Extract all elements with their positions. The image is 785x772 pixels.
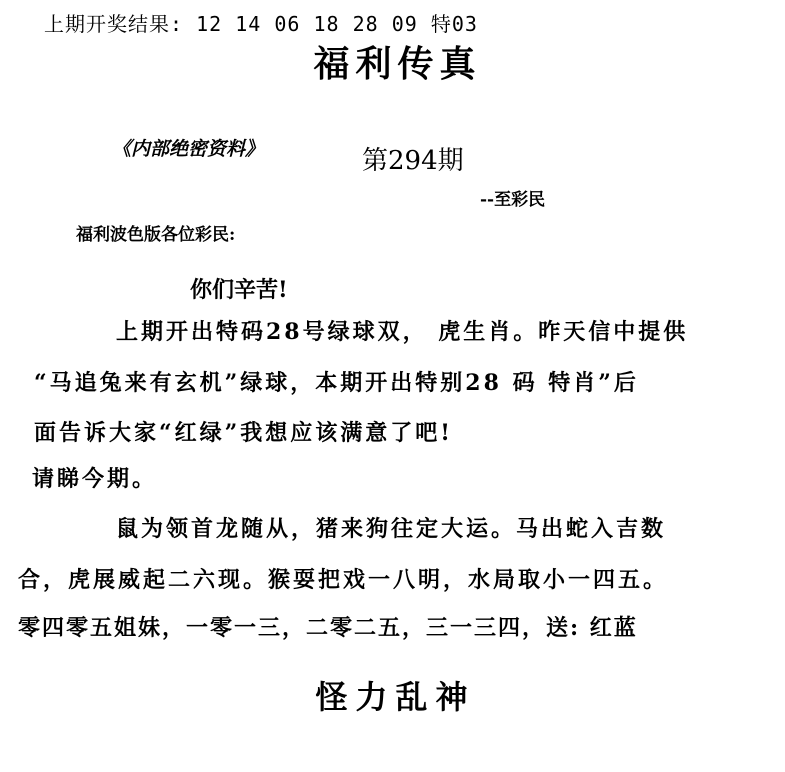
- body-line-1: 上期开出特码28号绿球双， 虎生肖。昨天信中提供: [116, 319, 689, 345]
- page-title: 福利传真: [313, 43, 482, 85]
- footer-title: 怪力乱神: [315, 678, 476, 716]
- body-line-6: 合，虎展威起二六现。猴耍把戏一八明，水局取小一四五。: [18, 567, 669, 593]
- body-line-2: “马追兔来有玄机”绿球，本期开出特别28 码 特肖”后: [34, 370, 639, 396]
- body-line-3: 面告诉大家“红绿”我想应该满意了吧!: [34, 420, 453, 446]
- last-result-line: 上期开奖结果: 12 14 06 18 28 09 特03: [44, 12, 478, 36]
- subtitle: 《内部绝密资料》: [112, 138, 265, 160]
- issue-number: 第294期: [362, 146, 464, 176]
- body-line-4: 请睇今期。: [32, 466, 158, 492]
- greeting-recipient: 福利波色版各位彩民:: [76, 225, 236, 245]
- sender-line: --至彩民: [480, 190, 546, 210]
- body-line-7: 零四零五姐妹，一零一三，二零二五，三一三四，送: 红蓝: [18, 615, 638, 641]
- salutation: 你们辛苦!: [190, 277, 288, 303]
- body-line-5: 鼠为领首龙随从，猪来狗往定大运。马出蛇入吉数: [116, 516, 667, 542]
